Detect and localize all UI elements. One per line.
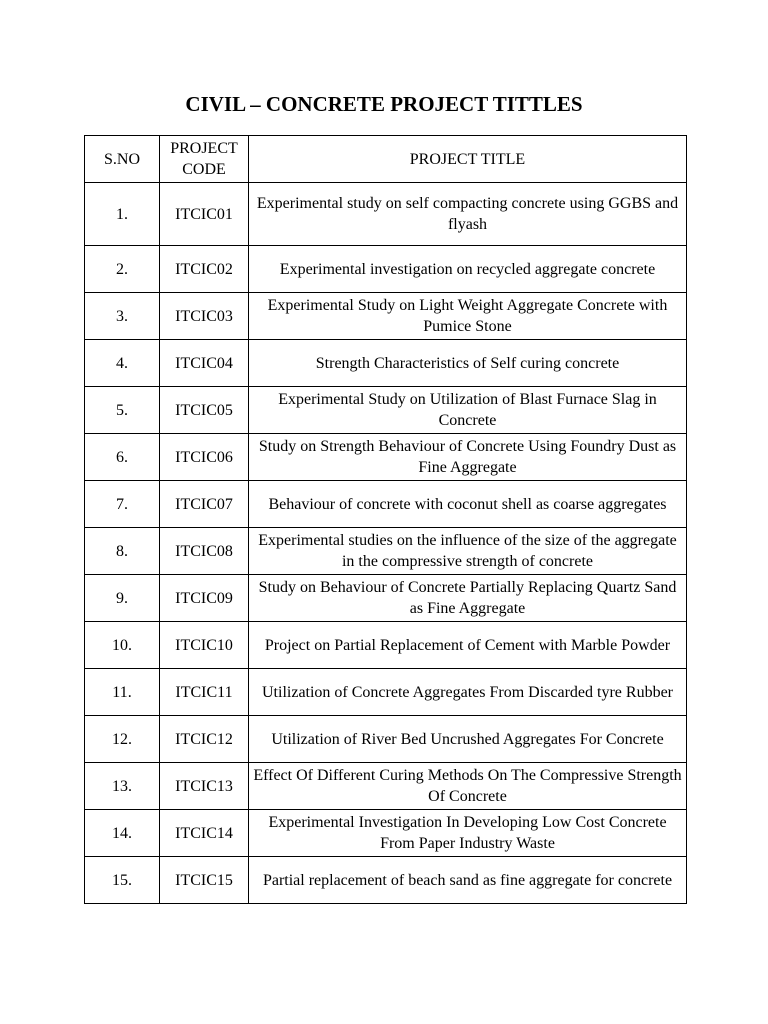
table-header-row: [85, 136, 687, 183]
cell-sno: 12.: [85, 716, 160, 763]
header-project-title: PROJECT TITLE: [249, 136, 687, 183]
cell-title: Experimental investigation on recycled aggregate concrete: [249, 246, 687, 293]
table-row: [85, 481, 687, 528]
cell-title: Experimental Study on Light Weight Aggregate Concrete with Pumice Stone: [249, 293, 687, 340]
cell-code: ITCIC15: [160, 857, 249, 904]
cell-sno: 1.: [85, 183, 160, 246]
cell-sno: 15.: [85, 857, 160, 904]
cell-sno: 3.: [85, 293, 160, 340]
cell-code: ITCIC10: [160, 622, 249, 669]
cell-title: Behaviour of concrete with coconut shell as coarse aggregates: [249, 481, 687, 528]
cell-title: Experimental Study on Utilization of Blast Furnace Slag in Concrete: [249, 387, 687, 434]
cell-sno: 5.: [85, 387, 160, 434]
cell-sno: 8.: [85, 528, 160, 575]
cell-title: Experimental study on self compacting concrete using GGBS and flyash: [249, 183, 687, 246]
table-row: [85, 575, 687, 622]
cell-title: Effect Of Different Curing Methods On The Compressive Strength Of Concrete: [249, 763, 687, 810]
cell-code: ITCIC02: [160, 246, 249, 293]
project-table: [84, 135, 687, 904]
cell-sno: 6.: [85, 434, 160, 481]
cell-title: Study on Behaviour of Concrete Partially Replacing Quartz Sand as Fine Aggregate: [249, 575, 687, 622]
cell-code: ITCIC01: [160, 183, 249, 246]
table-row: [85, 387, 687, 434]
cell-sno: 2.: [85, 246, 160, 293]
cell-code: ITCIC13: [160, 763, 249, 810]
cell-sno: 14.: [85, 810, 160, 857]
table-row: [85, 340, 687, 387]
page-title: CIVIL – CONCRETE PROJECT TITTLES: [185, 92, 583, 116]
cell-sno: 13.: [85, 763, 160, 810]
cell-sno: 7.: [85, 481, 160, 528]
table-row: [85, 857, 687, 904]
cell-sno: 9.: [85, 575, 160, 622]
cell-title: Strength Characteristics of Self curing concrete: [249, 340, 687, 387]
table-row: [85, 716, 687, 763]
table-row: [85, 810, 687, 857]
cell-code: ITCIC07: [160, 481, 249, 528]
cell-code: ITCIC08: [160, 528, 249, 575]
table-row: [85, 763, 687, 810]
header-sno: S.NO: [85, 136, 160, 183]
table-row: [85, 528, 687, 575]
cell-sno: 4.: [85, 340, 160, 387]
cell-title: Utilization of River Bed Uncrushed Aggregates For Concrete: [249, 716, 687, 763]
table-row: [85, 183, 687, 246]
cell-code: ITCIC05: [160, 387, 249, 434]
cell-code: ITCIC14: [160, 810, 249, 857]
table-row: [85, 434, 687, 481]
cell-code: ITCIC12: [160, 716, 249, 763]
cell-code: ITCIC11: [160, 669, 249, 716]
cell-title: Experimental studies on the influence of the size of the aggregate in the compressive strength of concrete: [249, 528, 687, 575]
cell-code: ITCIC03: [160, 293, 249, 340]
cell-title: Utilization of Concrete Aggregates From Discarded tyre Rubber: [249, 669, 687, 716]
table-row: [85, 293, 687, 340]
cell-code: ITCIC04: [160, 340, 249, 387]
cell-title: Partial replacement of beach sand as fine aggregate for concrete: [249, 857, 687, 904]
cell-title: Study on Strength Behaviour of Concrete Using Foundry Dust as Fine Aggregate: [249, 434, 687, 481]
cell-title: Project on Partial Replacement of Cement with Marble Powder: [249, 622, 687, 669]
cell-code: ITCIC06: [160, 434, 249, 481]
table-row: [85, 622, 687, 669]
cell-sno: 11.: [85, 669, 160, 716]
cell-sno: 10.: [85, 622, 160, 669]
table-row: [85, 246, 687, 293]
cell-code: ITCIC09: [160, 575, 249, 622]
table-row: [85, 669, 687, 716]
cell-title: Experimental Investigation In Developing Low Cost Concrete From Paper Industry Waste: [249, 810, 687, 857]
header-project-code: PROJECT CODE: [160, 136, 249, 183]
